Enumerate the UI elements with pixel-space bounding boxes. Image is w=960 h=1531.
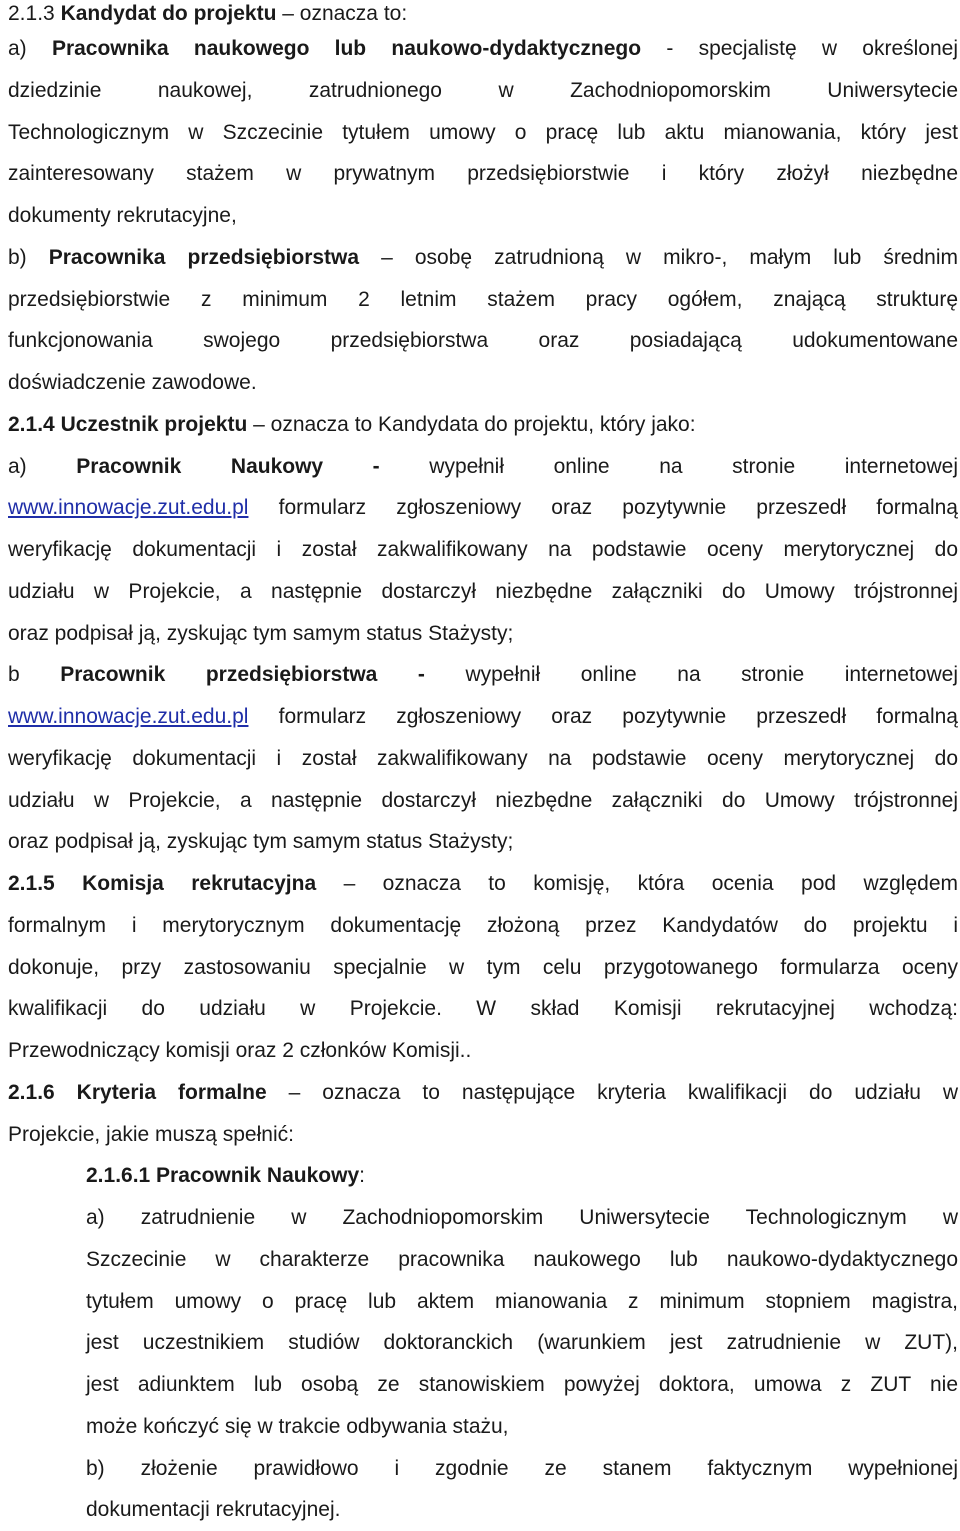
paragraph-line: weryfikację dokumentacji i został zakwalifikowany na podstawie oceny merytorycznej do — [8, 538, 958, 561]
text: – osobę zatrudnioną w mikro-, małym lub średnim — [381, 245, 959, 269]
text: formularz zgłoszeniowy oraz pozytywnie przeszedł formalną — [278, 496, 958, 520]
paragraph-line: funkcjonowania swojego przedsiębiorstwa oraz posiadającą udokumentowane — [8, 329, 958, 353]
paragraph-line: udziału w Projekcie, a następnie dostarczył niezbędne załączniki do Umowy trójstronnej — [8, 579, 958, 603]
colon: : — [359, 1164, 365, 1188]
paragraph-line: formalnym i merytorycznym dokumentację złożoną przez Kandydatów do projektu i — [8, 913, 958, 937]
paragraph-line: doświadczenie zawodowe. — [8, 371, 257, 394]
paragraph-line: zainteresowany stażem w prywatnym przedsiębiorstwie i który złożył niezbędne — [8, 162, 958, 186]
paragraph-line — [8, 654, 958, 696]
paragraph-line: udziału w Projekcie, a następnie dostarczył niezbędne załączniki do Umowy trójstronnej — [8, 788, 958, 812]
paragraph-line — [8, 487, 958, 529]
paragraph-line: Technologicznym w Szczecinie tytułem umowy o pracę lub aktu mianowania, który jest — [8, 120, 958, 144]
paragraph-line: a) zatrudnienie w Zachodniopomorskim Uniwersytecie Technologicznym w — [86, 1206, 958, 1229]
section-number: 2.1.5 — [8, 872, 55, 895]
list-marker: a) — [8, 37, 27, 60]
section-2-1-5-heading — [8, 863, 958, 905]
list-marker: a) — [8, 454, 27, 478]
section-number: 2.1.4 — [8, 412, 55, 436]
section-intro: – oznacza to Kandydata do projektu, który jako: — [253, 412, 696, 436]
section-title: Kryteria formalne — [76, 1080, 267, 1104]
paragraph-line: Szczecinie w charakterze pracownika naukowego lub naukowo-dydaktycznego — [86, 1247, 958, 1271]
section-2-1-3-heading — [8, 0, 958, 28]
text: wypełnił online na stronie internetowej — [465, 663, 958, 687]
paragraph-line: dokonuje, przy zastosowaniu specjalnie w tym celu przygotowanego formularza oceny — [8, 955, 958, 979]
paragraph-line: tytułem umowy o pracę lub aktem mianowania z minimum stopniem magistra, — [86, 1289, 958, 1313]
paragraph-line: Przewodniczący komisji oraz 2 członków Komisji.. — [8, 1039, 472, 1062]
section-title: Komisja rekrutacyjna — [82, 872, 317, 895]
paragraph-line: kwalifikacji do udziału w Projekcie. W skład Komisji rekrutacyjnej wchodzą: — [8, 997, 958, 1021]
paragraph-line: przedsiębiorstwie z minimum 2 letnim stażem pracy ogółem, znającą strukturę — [8, 287, 958, 311]
text: wypełnił online na stronie internetowej — [429, 454, 958, 478]
paragraph-line: oraz podpisał ją, zyskując tym samym status Stażysty; — [8, 830, 514, 854]
paragraph-line: dokumenty rekrutacyjne, — [8, 204, 237, 227]
term: Pracownika naukowego lub naukowo-dydaktycznego — [51, 37, 642, 60]
section-title: Kandydat do projektu — [60, 2, 277, 25]
paragraph-line: może kończyć się w trakcie odbywania stażu, — [86, 1414, 509, 1438]
subsection-title: 2.1.6.1 Pracownik Naukowy — [86, 1164, 360, 1188]
paragraph-line — [8, 696, 958, 738]
paragraph-line: dokumentacji rekrutacyjnej. — [86, 1498, 341, 1522]
website-link[interactable]: www.innowacje.zut.edu.pl — [8, 496, 249, 520]
section-2-1-6-heading — [8, 1072, 958, 1114]
section-intro: – oznacza to: — [276, 2, 408, 25]
subsection-2-1-6-1-heading — [8, 1155, 958, 1197]
term: Pracownik Naukowy - — [76, 454, 380, 478]
text: - specjalistę w określonej — [666, 37, 958, 60]
paragraph-line: b) złożenie prawidłowo i zgodnie ze stanem faktycznym wypełnionej — [86, 1456, 958, 1480]
paragraph-line — [8, 446, 958, 488]
section-number: 2.1.6 — [8, 1080, 55, 1104]
text: – oznacza to następujące kryteria kwalifikacji do udziału w — [288, 1080, 958, 1104]
section-title: Uczestnik projektu — [60, 412, 248, 436]
paragraph-line: Projekcie, jakie muszą spełnić: — [8, 1122, 294, 1146]
paragraph-line: jest adiunktem lub osobą ze stanowiskiem powyżej doktora, umowa z ZUT nie — [86, 1373, 958, 1396]
text: formularz zgłoszeniowy oraz pozytywnie przeszedł formalną — [278, 705, 958, 728]
paragraph-line: jest uczestnikiem studiów doktoranckich (warunkiem jest zatrudnienie w ZUT), — [86, 1331, 958, 1355]
list-marker: b) — [8, 245, 27, 269]
paragraph-line — [8, 28, 958, 70]
paragraph-line: dziedzinie naukowej, zatrudnionego w Zachodniopomorskim Uniwersytecie — [8, 78, 958, 102]
section-number: 2.1.3 — [8, 2, 55, 25]
list-marker: b — [8, 663, 20, 687]
paragraph-line: weryfikację dokumentacji i został zakwalifikowany na podstawie oceny merytorycznej do — [8, 746, 958, 770]
term: Pracownik przedsiębiorstwa - — [60, 663, 425, 687]
website-link[interactable]: www.innowacje.zut.edu.pl — [8, 705, 249, 728]
paragraph-line — [8, 237, 958, 279]
term: Pracownika przedsiębiorstwa — [48, 245, 360, 269]
document-page — [8, 0, 958, 1531]
paragraph-line: oraz podpisał ją, zyskując tym samym status Stażysty; — [8, 621, 514, 645]
section-2-1-4-heading — [8, 404, 958, 446]
text: – oznacza to komisję, która ocenia pod względem — [343, 872, 959, 895]
